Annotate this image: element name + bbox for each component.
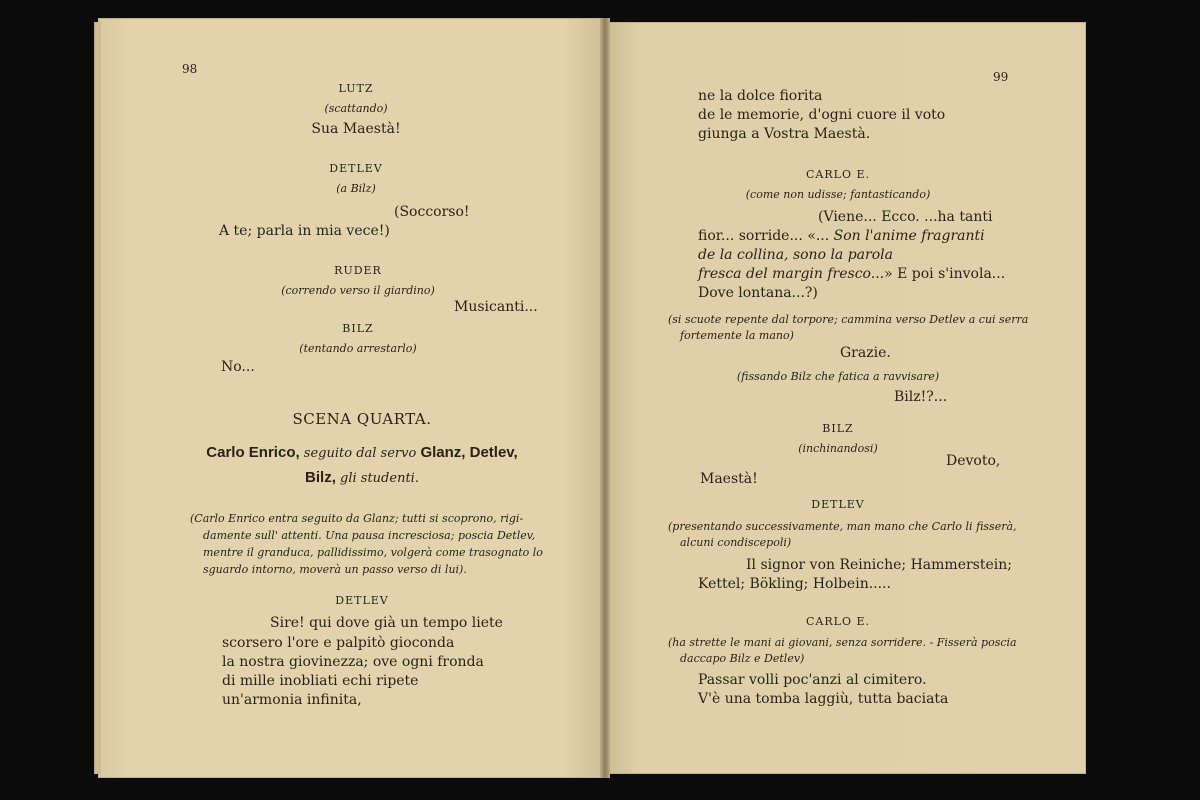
- verse-quote: ... Son l'anime fragranti: [815, 228, 985, 244]
- verse-line: V'è una tomba laggiù, tutta baciata: [698, 691, 949, 707]
- page-number-left: 98: [182, 62, 198, 76]
- verse-line: scorsero l'ore e palpitò gioconda: [222, 635, 455, 651]
- verse-quote: de la collina, sono la parola: [698, 247, 893, 263]
- book-gutter: [600, 18, 610, 778]
- stage-direction: (a Bilz): [336, 182, 376, 195]
- stage-direction-line: fortemente la mano): [680, 329, 794, 342]
- stage-direction: (scattando): [324, 102, 388, 115]
- speaker-detlev: DETLEV: [329, 162, 383, 175]
- stage-direction: (tentando arrestarlo): [299, 342, 417, 355]
- character-name: Glanz, Detlev,: [420, 444, 518, 461]
- verse-line: ne la dolce fiorita: [698, 88, 823, 104]
- verse-line: Kettel; Bökling; Holbein.....: [698, 576, 891, 592]
- verse-line: Musicanti...: [454, 299, 538, 315]
- verse-line: un'armonia infinita,: [222, 692, 362, 708]
- page-number-right: 99: [993, 70, 1009, 84]
- verse-line: [698, 227, 985, 245]
- stage-direction-line: daccapo Bilz e Detlev): [680, 652, 805, 665]
- verse-line: Sua Maestà!: [311, 121, 401, 137]
- stage-direction-line: alcuni condiscepoli): [680, 536, 792, 549]
- verse-line: [698, 265, 1005, 283]
- stage-direction: (correndo verso il giardino): [281, 284, 435, 297]
- speaker-ruder: RUDER: [334, 264, 382, 277]
- speaker-bilz: BILZ: [822, 422, 854, 435]
- verse-segment: » E poi s'invola...: [884, 266, 1006, 282]
- verse-line: giunga a Vostra Maestà.: [698, 126, 871, 142]
- scene-characters-line-1: [206, 444, 517, 463]
- character-note: seguito dal servo: [299, 446, 421, 461]
- speaker-carlo: CARLO E.: [806, 168, 870, 181]
- stage-direction-line: (ha strette le mani ai giovani, senza sorridere. - Fisserà poscia: [668, 636, 1017, 649]
- verse-line: Dove lontana...?): [698, 285, 818, 301]
- stage-direction-line: mentre il granduca, pallidissimo, volgerà come trasognato lo: [203, 546, 543, 559]
- stage-direction: (inchinandosi): [798, 442, 878, 455]
- character-note: gli studenti.: [335, 471, 419, 486]
- verse-segment: fior... sorride... «: [698, 228, 816, 244]
- scene-heading: SCENA QUARTA.: [292, 410, 432, 428]
- verse-line: Passar volli poc'anzi al cimitero.: [698, 672, 927, 688]
- verse-line: Bilz!?...: [894, 389, 948, 405]
- verse-line: Sire! qui dove già un tempo liete: [270, 615, 503, 631]
- verse-line: A te; parla in mia vece!): [219, 223, 390, 239]
- speaker-detlev: DETLEV: [335, 594, 389, 607]
- speaker-lutz: LUTZ: [338, 82, 374, 95]
- speaker-carlo: CARLO E.: [806, 615, 870, 628]
- stage-direction-line: (Carlo Enrico entra seguito da Glanz; tutti si scoprono, rigi-: [190, 512, 524, 525]
- stage-direction-line: (presentando successivamente, man mano che Carlo li fisserà,: [668, 520, 1017, 533]
- verse-line: de le memorie, d'ogni cuore il voto: [698, 107, 946, 123]
- stage-direction-line: sguardo intorno, moverà un passo verso di lui).: [203, 563, 467, 576]
- speaker-bilz: BILZ: [342, 322, 374, 335]
- stage-direction-line: (si scuote repente dal torpore; cammina verso Detlev a cui serra: [668, 313, 1029, 326]
- verse-line: Maestà!: [700, 471, 758, 487]
- verse-line: di mille inobliati echi ripete: [222, 673, 419, 689]
- speaker-detlev: DETLEV: [811, 498, 865, 511]
- verse-line: (Soccorso!: [394, 204, 470, 220]
- verse-line: Grazie.: [840, 345, 891, 361]
- stage-direction-line: damente sull' attenti. Una pausa incresciosa; poscia Detlev,: [203, 529, 536, 542]
- verse-line: Devoto,: [946, 453, 1001, 469]
- verse-line: No...: [221, 359, 255, 375]
- verse-line: Il signor von Reiniche; Hammerstein;: [746, 557, 1012, 573]
- verse-line: (Viene... Ecco. ...ha tanti: [818, 209, 993, 225]
- stage-direction: (come non udisse; fantasticando): [745, 188, 931, 201]
- verse-line: la nostra giovinezza; ove ogni fronda: [222, 654, 484, 670]
- stage-direction: (fissando Bilz che fatica a ravvisare): [736, 370, 940, 383]
- character-name: Bilz,: [305, 469, 336, 486]
- character-name: Carlo Enrico,: [206, 444, 300, 461]
- verse-quote: fresca del margin fresco...: [698, 266, 885, 282]
- scene-characters-line-2: [305, 469, 419, 488]
